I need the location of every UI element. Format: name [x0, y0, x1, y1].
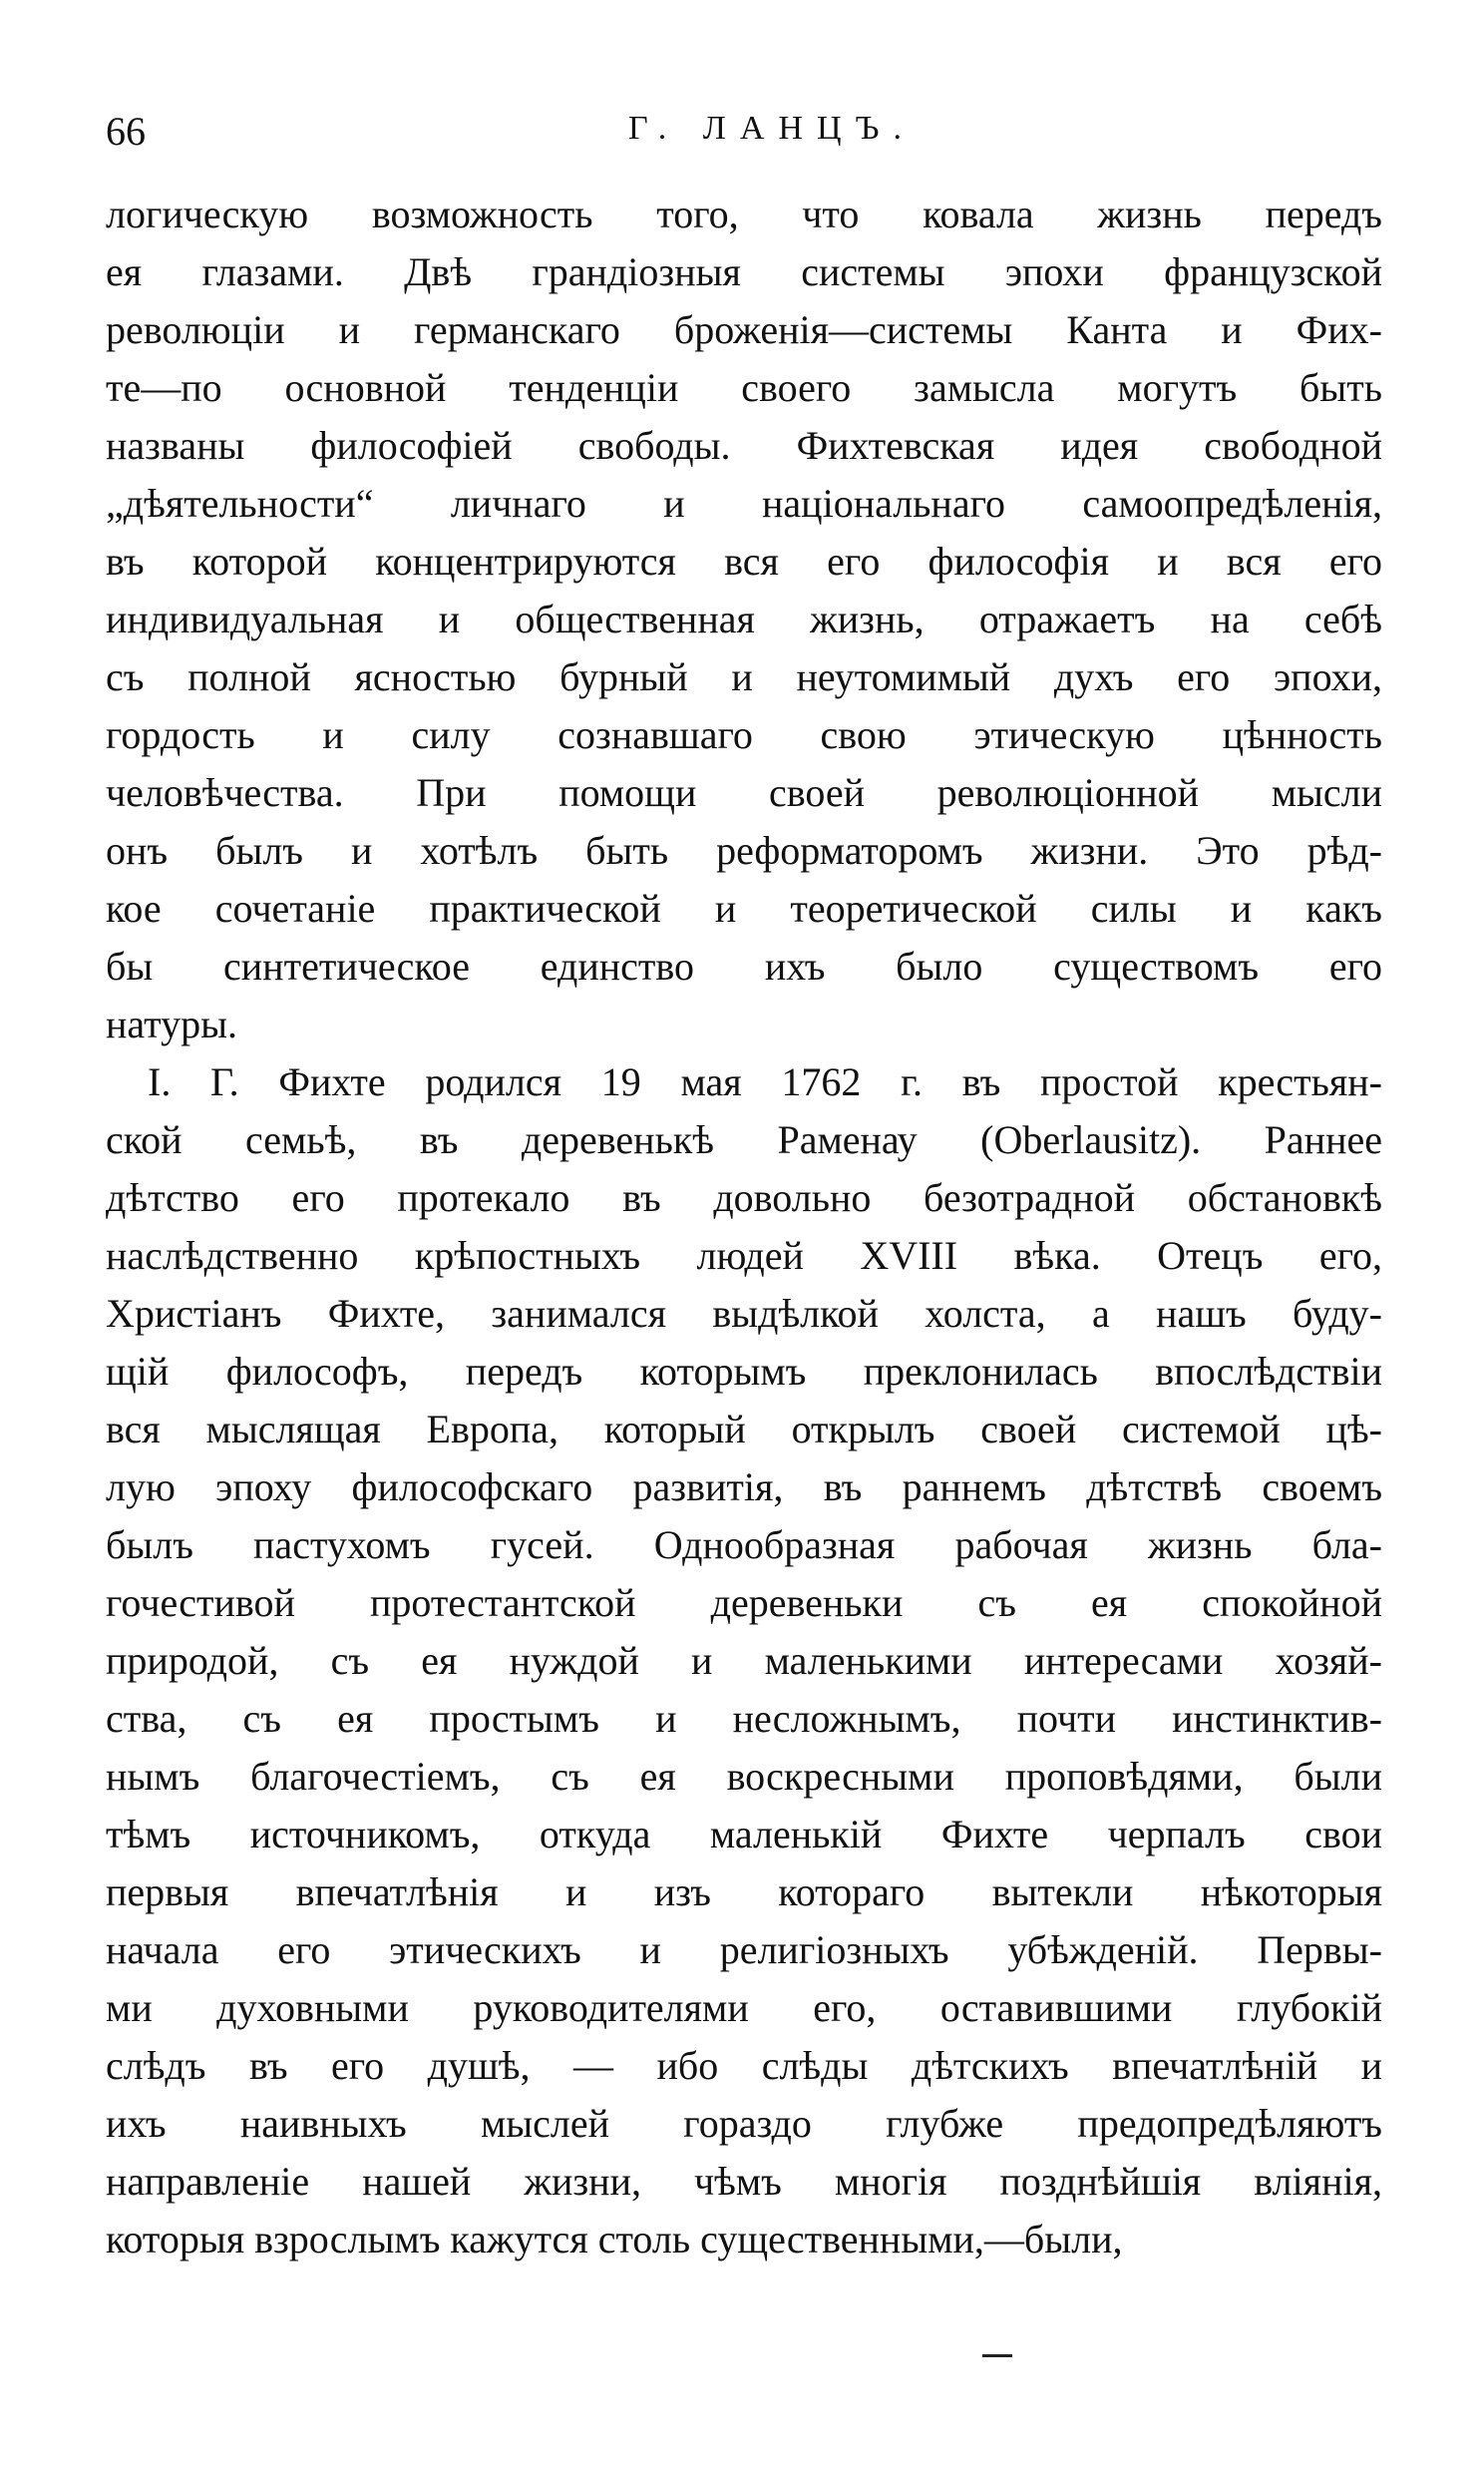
text-line: гочестивой протестантской деревеньки съ ея спокойной — [106, 1580, 1382, 1625]
text-line: вся мыслящая Европа, который открылъ своей системой цѣ- — [106, 1407, 1382, 1451]
text-line: логическую возможность того, что ковала жизнь передъ — [106, 192, 1382, 236]
paragraph — [106, 186, 1382, 1053]
text-line: ея глазами. Двѣ грандіозныя системы эпохи французской — [106, 249, 1382, 294]
text-line: кое сочетаніе практической и теоретической силы и какъ — [106, 886, 1382, 931]
body-text — [106, 186, 1382, 2268]
text-line: ихъ наивныхъ мыслей гораздо глубже предопредѣляютъ — [106, 2101, 1382, 2146]
text-line: наслѣдственно крѣпостныхъ людей XVIII вѣка. Отецъ его, — [106, 1233, 1382, 1278]
text-line: те—по основной тенденціи своего замысла могутъ быть — [106, 365, 1382, 410]
text-line: „дѣятельности“ личнаго и національнаго самоопредѣленія, — [106, 481, 1382, 526]
page-number: 66 — [106, 109, 146, 154]
text-line: дѣтство его протекало въ довольно безотрадной обстановкѣ — [106, 1175, 1382, 1220]
text-line: индивидуальная и общественная жизнь, отражаетъ на себѣ — [106, 597, 1382, 641]
text-line: ми духовными руководителями его, оставившими глубокій — [106, 1985, 1382, 2030]
text-line: ской семьѣ, въ деревенькѣ Раменау (Oberlausitz). Раннее — [106, 1117, 1382, 1162]
text-line: въ которой концентрируются вся его философія и вся его — [106, 539, 1382, 584]
text-line: человѣчества. При помощи своей революціонной мысли — [106, 770, 1382, 815]
text-line: былъ пастухомъ гусей. Однообразная рабочая жизнь бла- — [106, 1522, 1382, 1567]
text-line: названы философіей свободы. Фихтевская идея свободной — [106, 423, 1382, 468]
text-line: лую эпоху философскаго развитія, въ раннемъ дѣтствѣ своемъ — [106, 1464, 1382, 1509]
text-line: революціи и германскаго броженія—системы Канта и Фих- — [106, 307, 1382, 352]
text-line: первыя впечатлѣнія и изъ котораго вытекли нѣкоторыя — [106, 1869, 1382, 1914]
paragraph — [106, 1053, 1382, 2268]
text-line: натуры. — [106, 1002, 237, 1046]
text-line: I. Г. Фихте родился 19 мая 1762 г. въ простой крестьян- — [148, 1059, 1382, 1104]
text-line: направленіе нашей жизни, чѣмъ многія позднѣйшія вліянія, — [106, 2159, 1382, 2204]
text-line: съ полной ясностью бурный и неутомимый духъ его эпохи, — [106, 654, 1382, 699]
text-line: начала его этическихъ и религіозныхъ убѣжденій. Первы- — [106, 1927, 1382, 1972]
text-line: гордость и силу сознавшаго свою этическую цѣнность — [106, 712, 1382, 757]
running-head: Г. ЛАНЦЪ. — [627, 110, 917, 147]
text-line: слѣдъ въ его душѣ, — ибо слѣды дѣтскихъ впечатлѣній и — [106, 2043, 1382, 2088]
text-line: щій философъ, передъ которымъ преклонилась впослѣдствіи — [106, 1349, 1382, 1394]
text-line: тѣмъ источникомъ, откуда маленькій Фихте черпалъ свои — [106, 1812, 1382, 1856]
text-line: бы синтетическое единство ихъ было существомъ его — [106, 944, 1382, 989]
text-line: онъ былъ и хотѣлъ быть реформаторомъ жизни. Это рѣд- — [106, 828, 1382, 873]
text-line: нымъ благочестіемъ, съ ея воскресными проповѣдями, были — [106, 1754, 1382, 1799]
text-line: которыя взрослымъ кажутся столь существенными,—были, — [106, 2217, 1123, 2261]
footer-dash — [982, 2354, 1012, 2357]
text-line: природой, съ ея нуждой и маленькими интересами хозяй- — [106, 1638, 1382, 1683]
text-line: Христіанъ Фихте, занимался выдѣлкой холста, а нашъ буду- — [106, 1291, 1382, 1336]
text-line: ства, съ ея простымъ и несложнымъ, почти инстинктив- — [106, 1696, 1382, 1741]
